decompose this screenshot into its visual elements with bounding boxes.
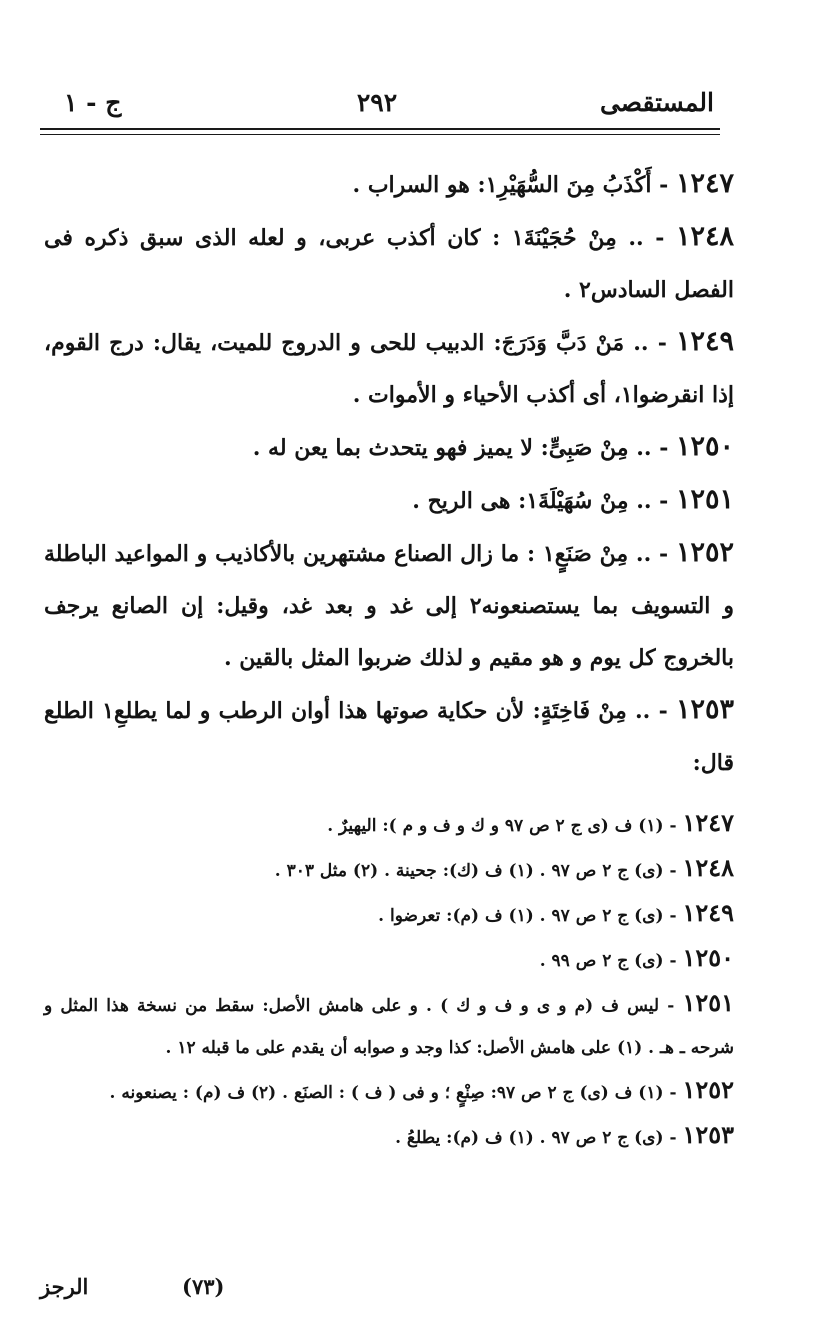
footnote-number: ١٢٤٨ (682, 853, 734, 882)
footnote-entry (44, 892, 734, 937)
footnote-entry (44, 937, 734, 982)
footnote-number: ١٢٥٠ (682, 943, 734, 972)
footnote-number: ١٢٤٩ (682, 898, 734, 927)
entry-text: - .. مِنْ حُجَيْنَةَ١ : كان أكذب عربى، و لعله الذى سبق ذكره فى الفصل السادس٢ . (44, 225, 734, 303)
footnote-text: - ليس ف (م و ى و ف و ك ) . و على هامش الأصل: سقط من نسخة هذا المثل و شرحه ـ هـ . (١) على هامش الأصل: كذا وجد و صوابه أن يقدم على ما قبله ١٢ . (44, 996, 734, 1058)
entry-number: ١٢٥٢ (675, 537, 734, 568)
proverb-entry (44, 684, 734, 789)
footnote-text: - (ى) ج ٢ ص ٩٧ . (١) ف (ك): جحينة . (٢) مثل ٣٠٣ . (274, 861, 683, 881)
page-number: ٢٩٢ (356, 88, 398, 117)
header-rule (40, 128, 720, 130)
footnote-entry (44, 1114, 734, 1159)
entry-text: - .. مِنْ صَنَعٍ١ : ما زال الصناع مشتهرين بالأكاذيب و المواعيد الباطلة و التسويف بما يستصنعونه٢ إلى غد و بعد غد، وقيل: إن الصانع يرجف بالخروج كل يوم و هو مقيم و لذلك ضربوا المثل بالقين . (44, 541, 734, 671)
footer-page-number: (٧٣) (182, 1274, 225, 1299)
footnote-text: - (ى) ج ٢ ص ٩٩ . (539, 951, 683, 971)
footnote-text: - (١) ف (ى) ج ٢ ص ٩٧: صِنْعٍ ؛ و فى ( ف ) : الصنَع . (٢) ف (م) : يصنعونه . (109, 1083, 683, 1103)
book-title: المستقصى (599, 88, 714, 117)
proverb-entry (44, 211, 734, 316)
entry-number: ١٢٤٧ (675, 168, 734, 199)
proverb-entry (44, 421, 734, 474)
footnote-number: ١٢٥٣ (682, 1120, 734, 1149)
footnote-entry (44, 982, 734, 1069)
footer-section-label: الرجز (40, 1274, 89, 1299)
page-footer (0, 1274, 832, 1314)
entry-text: - أَكْذَبُ مِنَ السُّهَيْرِ١: هو السراب . (352, 172, 676, 198)
proverb-entry (44, 474, 734, 527)
footnote-number: ١٢٥١ (682, 988, 734, 1017)
entry-number: ١٢٥٠ (675, 431, 734, 462)
entry-text: - .. مِنْ سُهَيْلَةَ١: هى الريح . (412, 488, 676, 514)
entry-text: - .. مِنْ فَاخِتَةٍ: لأن حكاية صوتها هذا أوان الرطب و لما يطلعِ١ الطلع قال: (44, 698, 734, 776)
footnote-entry (44, 802, 734, 847)
footnote-text: - (ى) ج ٢ ص ٩٧ . (١) ف (م): تعرضوا . (378, 906, 683, 926)
footnote-entry (44, 1069, 734, 1114)
footnote-text: - (ى) ج ٢ ص ٩٧ . (١) ف (م): يطلعُ . (395, 1128, 683, 1148)
footnote-text: - (١) ف (ى ج ٢ ص ٩٧ و ك و ف و م ): اليهيرٌ . (327, 816, 683, 836)
proverb-entry (44, 527, 734, 684)
header-rule-thin (40, 134, 720, 135)
volume-label: ج - ١ (64, 88, 122, 117)
proverb-entry (44, 158, 734, 211)
footnote-number: ١٢٤٧ (682, 808, 734, 837)
entry-number: ١٢٥٣ (675, 694, 734, 725)
proverb-entry (44, 316, 734, 421)
page-header (40, 84, 714, 130)
entry-number: ١٢٥١ (675, 484, 734, 515)
entry-text: - .. مِنْ صَبِىٍّ: لا يميز فهو يتحدث بما يعن له . (252, 435, 676, 461)
entry-number: ١٢٤٨ (675, 221, 734, 252)
footnote-entry (44, 847, 734, 892)
entry-number: ١٢٤٩ (675, 326, 734, 357)
footnote-number: ١٢٥٢ (682, 1075, 734, 1104)
entry-text: - .. مَنْ دَبَّ وَدَرَجَ: الدبيب للحى و الدروج للميت، يقال: درج القوم، إذا انقرضوا١، أى أكذب الأحياء و الأموات . (44, 330, 734, 408)
footnotes (44, 802, 734, 1159)
main-text (44, 158, 734, 789)
